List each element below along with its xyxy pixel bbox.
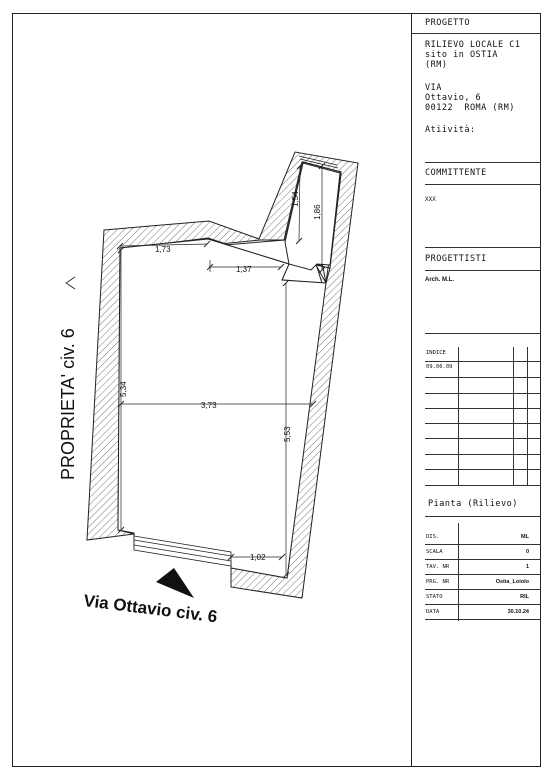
- field-value-prg: Ostia_Loiolo: [495, 579, 529, 585]
- indice-date: 09.06.09: [426, 364, 453, 370]
- entrance-arrow-icon: [156, 568, 194, 598]
- property-label: PROPRIETA' civ. 6: [58, 328, 78, 480]
- project-line-3: (RM): [425, 60, 448, 70]
- tb-divider: [425, 516, 541, 517]
- field-key-dis: DIS.: [426, 534, 440, 540]
- address-line-1: VIA: [425, 83, 442, 93]
- field-value-scala: 0: [525, 549, 529, 555]
- field-value-dis: ML: [521, 534, 529, 540]
- tb-divider: [425, 247, 541, 248]
- committente-label: COMMITTENTE: [425, 168, 487, 178]
- tb-divider: [425, 270, 541, 271]
- dim-5-53: 5,53: [283, 426, 292, 442]
- field-value-data: 30.10.24: [507, 609, 529, 615]
- tb-divider: [425, 333, 541, 334]
- street-label: Via Ottavio civ. 6: [82, 591, 219, 627]
- field-value-tav: 1: [525, 564, 529, 570]
- field-key-tav: TAV. NR: [426, 564, 450, 570]
- field-key-scala: SCALA: [426, 549, 443, 555]
- committente-value: XXX: [425, 196, 436, 203]
- dim-1-73: 1,73: [155, 245, 171, 254]
- sheet-title: Pianta (Rilievo): [428, 499, 518, 509]
- field-key-data: DATA: [426, 609, 440, 615]
- address-line-2: Ottavio, 6: [425, 93, 482, 103]
- project-line-2: sito in OSTIA: [425, 50, 499, 60]
- tb-divider: [425, 162, 541, 163]
- attivita-label: Atiività:: [425, 125, 476, 135]
- tb-divider: [412, 33, 541, 34]
- dim-1-86: 1,86: [313, 204, 322, 220]
- field-key-prg: PRG. NR: [426, 579, 450, 585]
- dim-1-54: 1,54: [291, 191, 300, 207]
- progetto-label: PROGETTO: [425, 18, 470, 28]
- tb-divider: [425, 184, 541, 185]
- progettisti-label: PROGETTISTI: [425, 254, 487, 264]
- dim-5-34: 5,34: [119, 381, 128, 397]
- field-value-stato: RIL: [520, 594, 529, 600]
- field-key-stato: STATO: [426, 594, 443, 600]
- dim-1-02: 1,02: [250, 553, 266, 562]
- tb-divider: [425, 361, 541, 362]
- project-line-1: RILIEVO LOCALE C1: [425, 40, 521, 50]
- address-line-3: 00122 ROMA (RM): [425, 103, 515, 113]
- indice-label: INDICE: [426, 350, 446, 356]
- property-marker-icon: [66, 277, 75, 289]
- progettisti-value: Arch. M.L.: [425, 277, 455, 283]
- dim-1-37: 1,37: [236, 265, 252, 274]
- title-block: [411, 13, 541, 767]
- dim-3-73: 3,73: [201, 401, 217, 410]
